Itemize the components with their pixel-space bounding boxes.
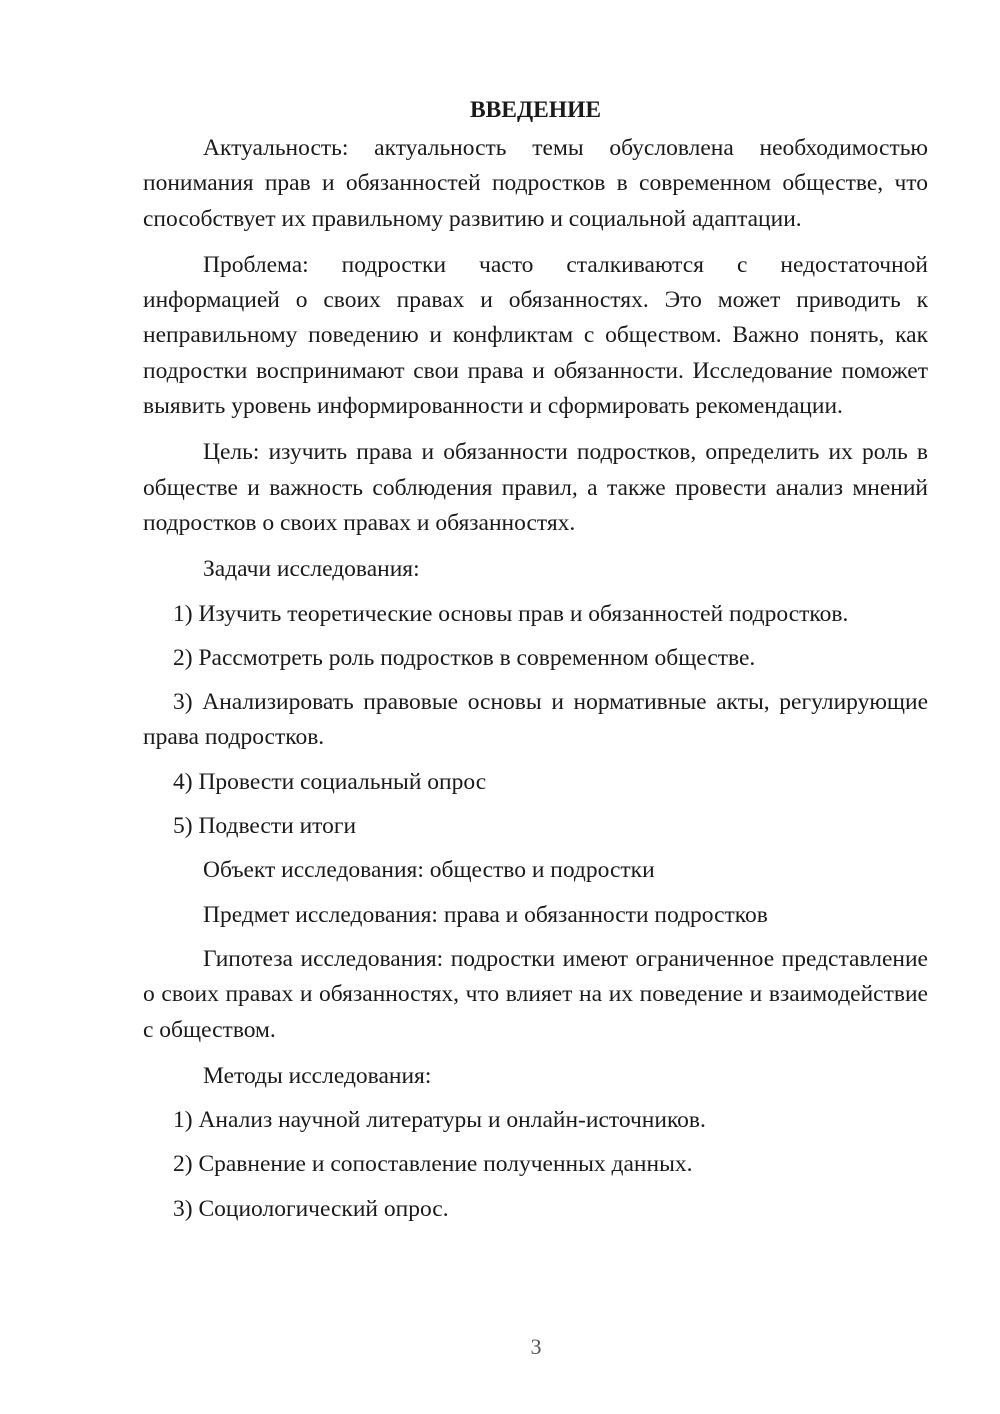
task-item: 5) Подвести итоги <box>173 813 357 840</box>
object-paragraph: Объект исследования: общество и подростки <box>203 857 655 884</box>
problem-paragraph: Проблема: подростки часто сталкиваются с недостаточной информацией о своих правах и обязанностях. Это может приводить к неправильному поведению и конфликтам с обществом. Важно понять, как подростки воспринимают свои права и обязанности. Исследование поможет выявить уровень информированности и сформировать рекомендации. <box>143 251 928 420</box>
hypothesis-paragraph: Гипотеза исследования: подростки имеют ограниченное представление о своих правах и обязанностях, что влияет на их поведение и взаимодействие с обществом. <box>143 945 928 1043</box>
method-item: 2) Сравнение и сопоставление полученных данных. <box>173 1151 693 1178</box>
page-number: 3 <box>530 1334 542 1359</box>
page-content <box>143 93 928 1227</box>
method-item: 1) Анализ научной литературы и онлайн-источников. <box>173 1107 706 1134</box>
goal-paragraph: Цель: изучить права и обязанности подростков, определить их роль в обществе и важность соблюдения правил, а также провести анализ мнений подростков о своих правах и обязанностях. <box>143 439 928 536</box>
methods-heading: Методы исследования: <box>203 1062 432 1089</box>
tasks-heading: Задачи исследования: <box>203 556 420 583</box>
method-item: 3) Социологический опрос. <box>173 1195 449 1222</box>
task-item: 3) Анализировать правовые основы и нормативные акты, регулирующие права подростков. <box>143 689 928 751</box>
section-title: ВВЕДЕНИЕ <box>469 97 602 123</box>
relevance-paragraph: Актуальность: актуальность темы обусловлена необходимостью понимания прав и обязанностей подростков в современном обществе, что способствует их правильному развитию и социальной адаптации. <box>143 135 928 232</box>
subject-paragraph: Предмет исследования: права и обязанности подростков <box>203 901 768 928</box>
task-item: 2) Рассмотреть роль подростков в современном обществе. <box>173 644 756 671</box>
task-item: 4) Провести социальный опрос <box>173 768 487 795</box>
task-item: 1) Изучить теоретические основы прав и обязанностей подростков. <box>173 600 849 627</box>
